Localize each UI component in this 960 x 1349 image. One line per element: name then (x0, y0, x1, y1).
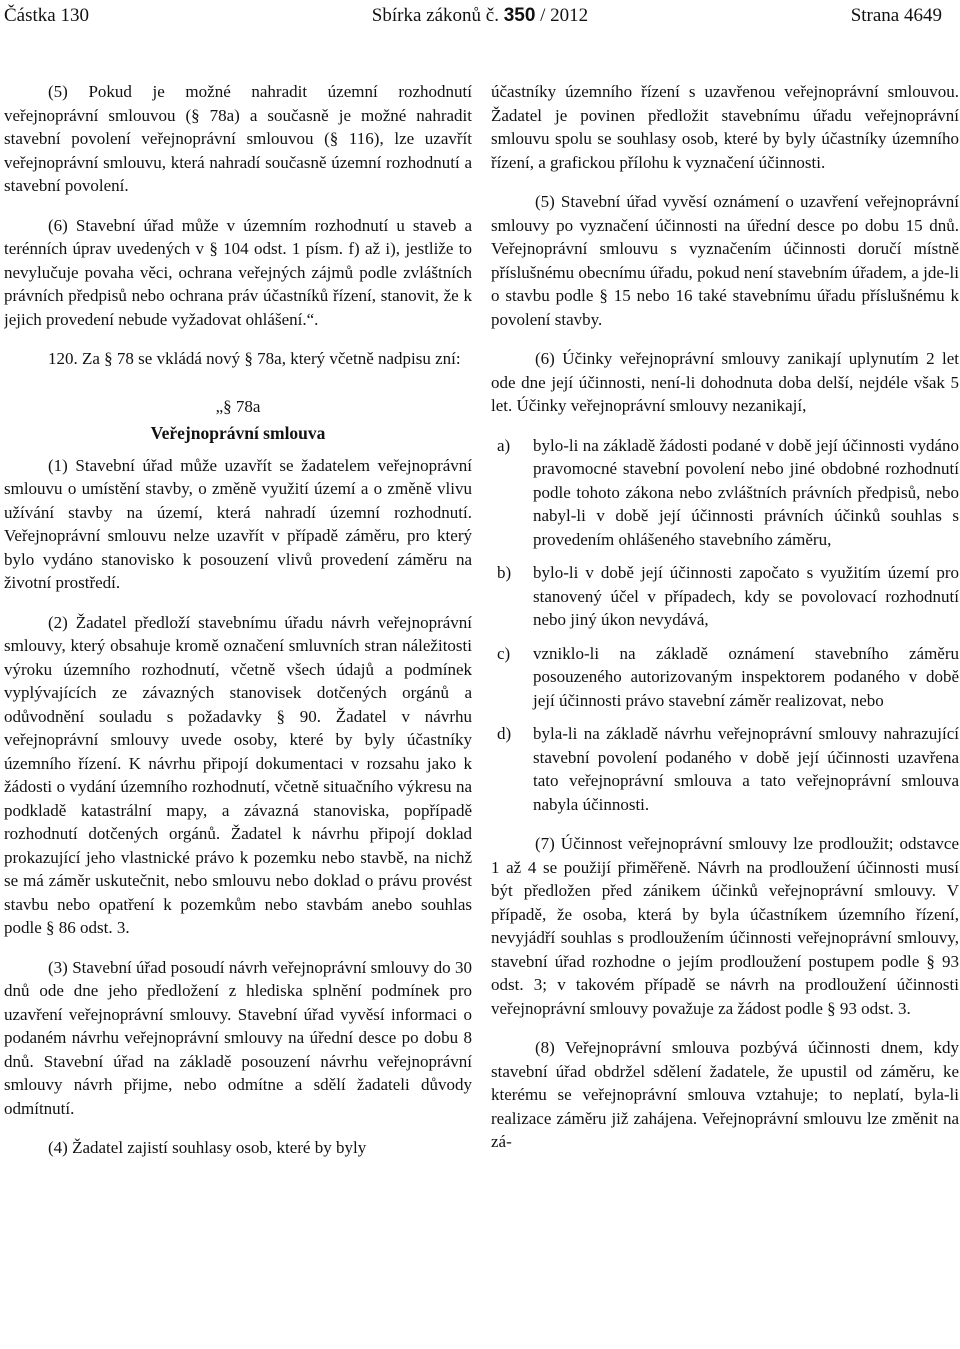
collection-prefix: Sbírka zákonů č. (371, 5, 499, 26)
page-number: Strana 4649 (850, 5, 942, 26)
subsection-6: (6) Účinky veřejnoprávní smlouvy zanikají uplynutím 2 let ode dne její účinnosti, není-li dohodnuta doba delší, nejdéle však 5 let. Účinky veřejnoprávní smlouvy nezanikají, (491, 349, 959, 415)
amendment-point-120: 120. Za § 78 se vkládá nový § 78a, který včetně nadpisu zní: (48, 349, 461, 368)
list-item-label: b) (497, 563, 512, 582)
list-item (491, 434, 959, 552)
conditions-list (491, 434, 959, 817)
subsection-4-continued: účastníky územního řízení s uzavřenou veřejnoprávní smlouvou. Žadatel je povinen předložit stavebnímu úřadu veřejnoprávní smlouvu spolu se souhlasy osob, které by byly účastníky územního řízení, a grafickou přílohu k vyznačení účinnosti. (491, 82, 959, 172)
list-item (491, 642, 959, 713)
list-item-label: c) (497, 643, 511, 663)
subsection-4: (4) Žadatel zajistí souhlasy osob, které by byly (48, 1138, 367, 1157)
left-column (4, 80, 472, 1346)
paragraph-5: (5) Pokud je možné nahradit územní rozhodnutí veřejnoprávní smlouvou (§ 78a) a současně je možné nahradit stavební povolení veřejnoprávní smlouvou (§ 116), lze uzavřít veřejnoprávní smlouvu, která nahradí současně územní rozhodnutí a stavební povolení. (4, 82, 472, 195)
paragraph-6: (6) Stavební úřad může v územním rozhodnutí u staveb a terénních úprav uvedených v § 104 odst. 1 písm. f) až i), jestliže to nevylučuje povaha věci, ochrana veřejných zájmů podle zvláštních právních předpisů nebo ochrana práv účastníků řízení, stanovit, že k jejich provedení nebude vyžadovat ohlášení.“. (4, 215, 472, 329)
list-item (491, 722, 959, 816)
page-header (0, 0, 960, 40)
subsection-2: (2) Žadatel předloží stavebnímu úřadu návrh veřejnoprávní smlouvy, který obsahuje kromě označení smluvních stran náležitosti výroku územního rozhodnutí, včetně všech údajů a podmínek vyplývajících ze závazných stanovisek dotčených orgánů a odůvodnění souladu s požadavky § 90. Žadatel v návrhu veřejnoprávní smlouvy uvede osoby, které by byly účastníky územního řízení. K návrhu připojí dokumentaci v rozsahu jako k žádosti o vydání územního rozhodnutí, včetně situačního výkresu na podkladě katastrální mapy, a závazná stanoviska, popřípadě rozhodnutí dotčených orgánů. Žadatel k návrhu připojí doklad prokazující jeho vlastnické právo k pozemku nebo stavbě, na nichž se má záměr uskutečnit, nebo smlouvu nebo doklad o právu provést stavbu nebo opatření k pozemkům nebo stavbám anebo souhlas podle § 86 odst. 3. (4, 612, 472, 937)
section-title: „§ 78a (215, 396, 261, 416)
list-item (491, 561, 959, 632)
list-item-text: vzniklo-li na základě oznámení stavebního záměru posouzeného autorizovaným inspektorem podaného v době její účinnosti právo stavební záměr realizovat, nebo (533, 643, 959, 710)
subsection-7: (7) Účinnost veřejnoprávní smlouvy lze prodloužit; odstavce 1 až 4 se použijí přiměřeně. Návrh na prodloužení účinnosti musí být předložen před zánikem účinků veřejnoprávní smlouvy. V případě, že osoba, která by byla účastníkem územního řízení, nevyjádří souhlas s prodloužením účinnosti veřejnoprávní smlouvy, stavební úřad rozhodne o jejím prodloužení postupem podle § 93 odst. 3; v takovém případě se návrh na prodloužení účinnosti veřejnoprávní smlouvy považuje za žádost podle § 93 odst. 3. (491, 834, 959, 1018)
law-number: 350 (503, 5, 536, 26)
list-item-text: byla-li na základě návrhu veřejnoprávní smlouvy nahrazující stavební povolení podaného v době její účinnosti uzavřena tato veřejnoprávní smlouva a tato veřejnoprávní smlouva nabyla účinnosti. (533, 724, 959, 814)
list-item-text: bylo-li na základě žádosti podané v době její účinnosti vydáno pravomocné stavební povolení nebo jiné obdobné rozhodnutí podle tohoto zákona nebo zvláštních právních předpisů, nebo nabyl-li v době její účinnosti právních účinků souhlas s provedením ohlášeného stavebního záměru, (533, 435, 959, 549)
section-heading: Veřejnoprávní smlouva (150, 423, 326, 443)
subsection-5: (5) Stavební úřad vyvěsí oznámení o uzavření veřejnoprávní smlouvy po vyznačení účinnosti na úřední desce po dobu 15 dnů. Veřejnoprávní smlouvu s vyznačením účinnosti doručí místně příslušnému obecnímu úřadu, pokud není stavebním úřadem, a jde-li o stavbu podle § 15 nebo 16 také stavebnímu úřadu příslušnému k povolení stavby. (491, 192, 959, 329)
list-item-text: bylo-li v době její účinnosti započato s využitím území pro stanovený účel v případech, kdy se povolovací rozhodnutí nebo jiný úkon nevydává, (533, 563, 959, 629)
issue-part: Částka 130 (4, 5, 89, 26)
list-item-label: d) (497, 724, 512, 743)
right-column (491, 80, 959, 1346)
list-item-label: a) (497, 435, 511, 455)
collection-title (0, 0, 960, 32)
subsection-8: (8) Veřejnoprávní smlouva pozbývá účinnosti dnem, kdy stavební úřad obdržel sdělení žadatele, že upustil od záměru, ke kterému se veřejnoprávní smlouva vztahuje; to neplatí, byla-li realizace záměru již zahájena. Veřejnoprávní smlouvu lze změnit na zá- (491, 1038, 959, 1151)
subsection-1: (1) Stavební úřad může uzavřít se žadatelem veřejnoprávní smlouvu o umístění stavby, o změně využití území a o změně vlivu užívání stavby na území, která nahradí územní rozhodnutí. Veřejnoprávní smlouvu nelze uzavřít v případě záměru, pro který bylo vydáno stanovisko k posouzení vlivů provedení záměru na životní prostředí. (4, 455, 472, 592)
collection-year: / 2012 (540, 5, 589, 26)
subsection-3: (3) Stavební úřad posoudí návrh veřejnoprávní smlouvy do 30 dnů ode dne jeho předložení z hlediska splnění podmínek pro uzavření veřejnoprávní smlouvy. Stavební úřad vyvěsí informaci o podaném návrhu veřejnoprávní smlouvy na úřední desce po dobu 8 dnů. Stavební úřad na základě posouzení návrhu veřejnoprávní smlouvy návrh přijme, nebo odmítne a sdělí žadateli důvody odmítnutí. (4, 957, 472, 1118)
